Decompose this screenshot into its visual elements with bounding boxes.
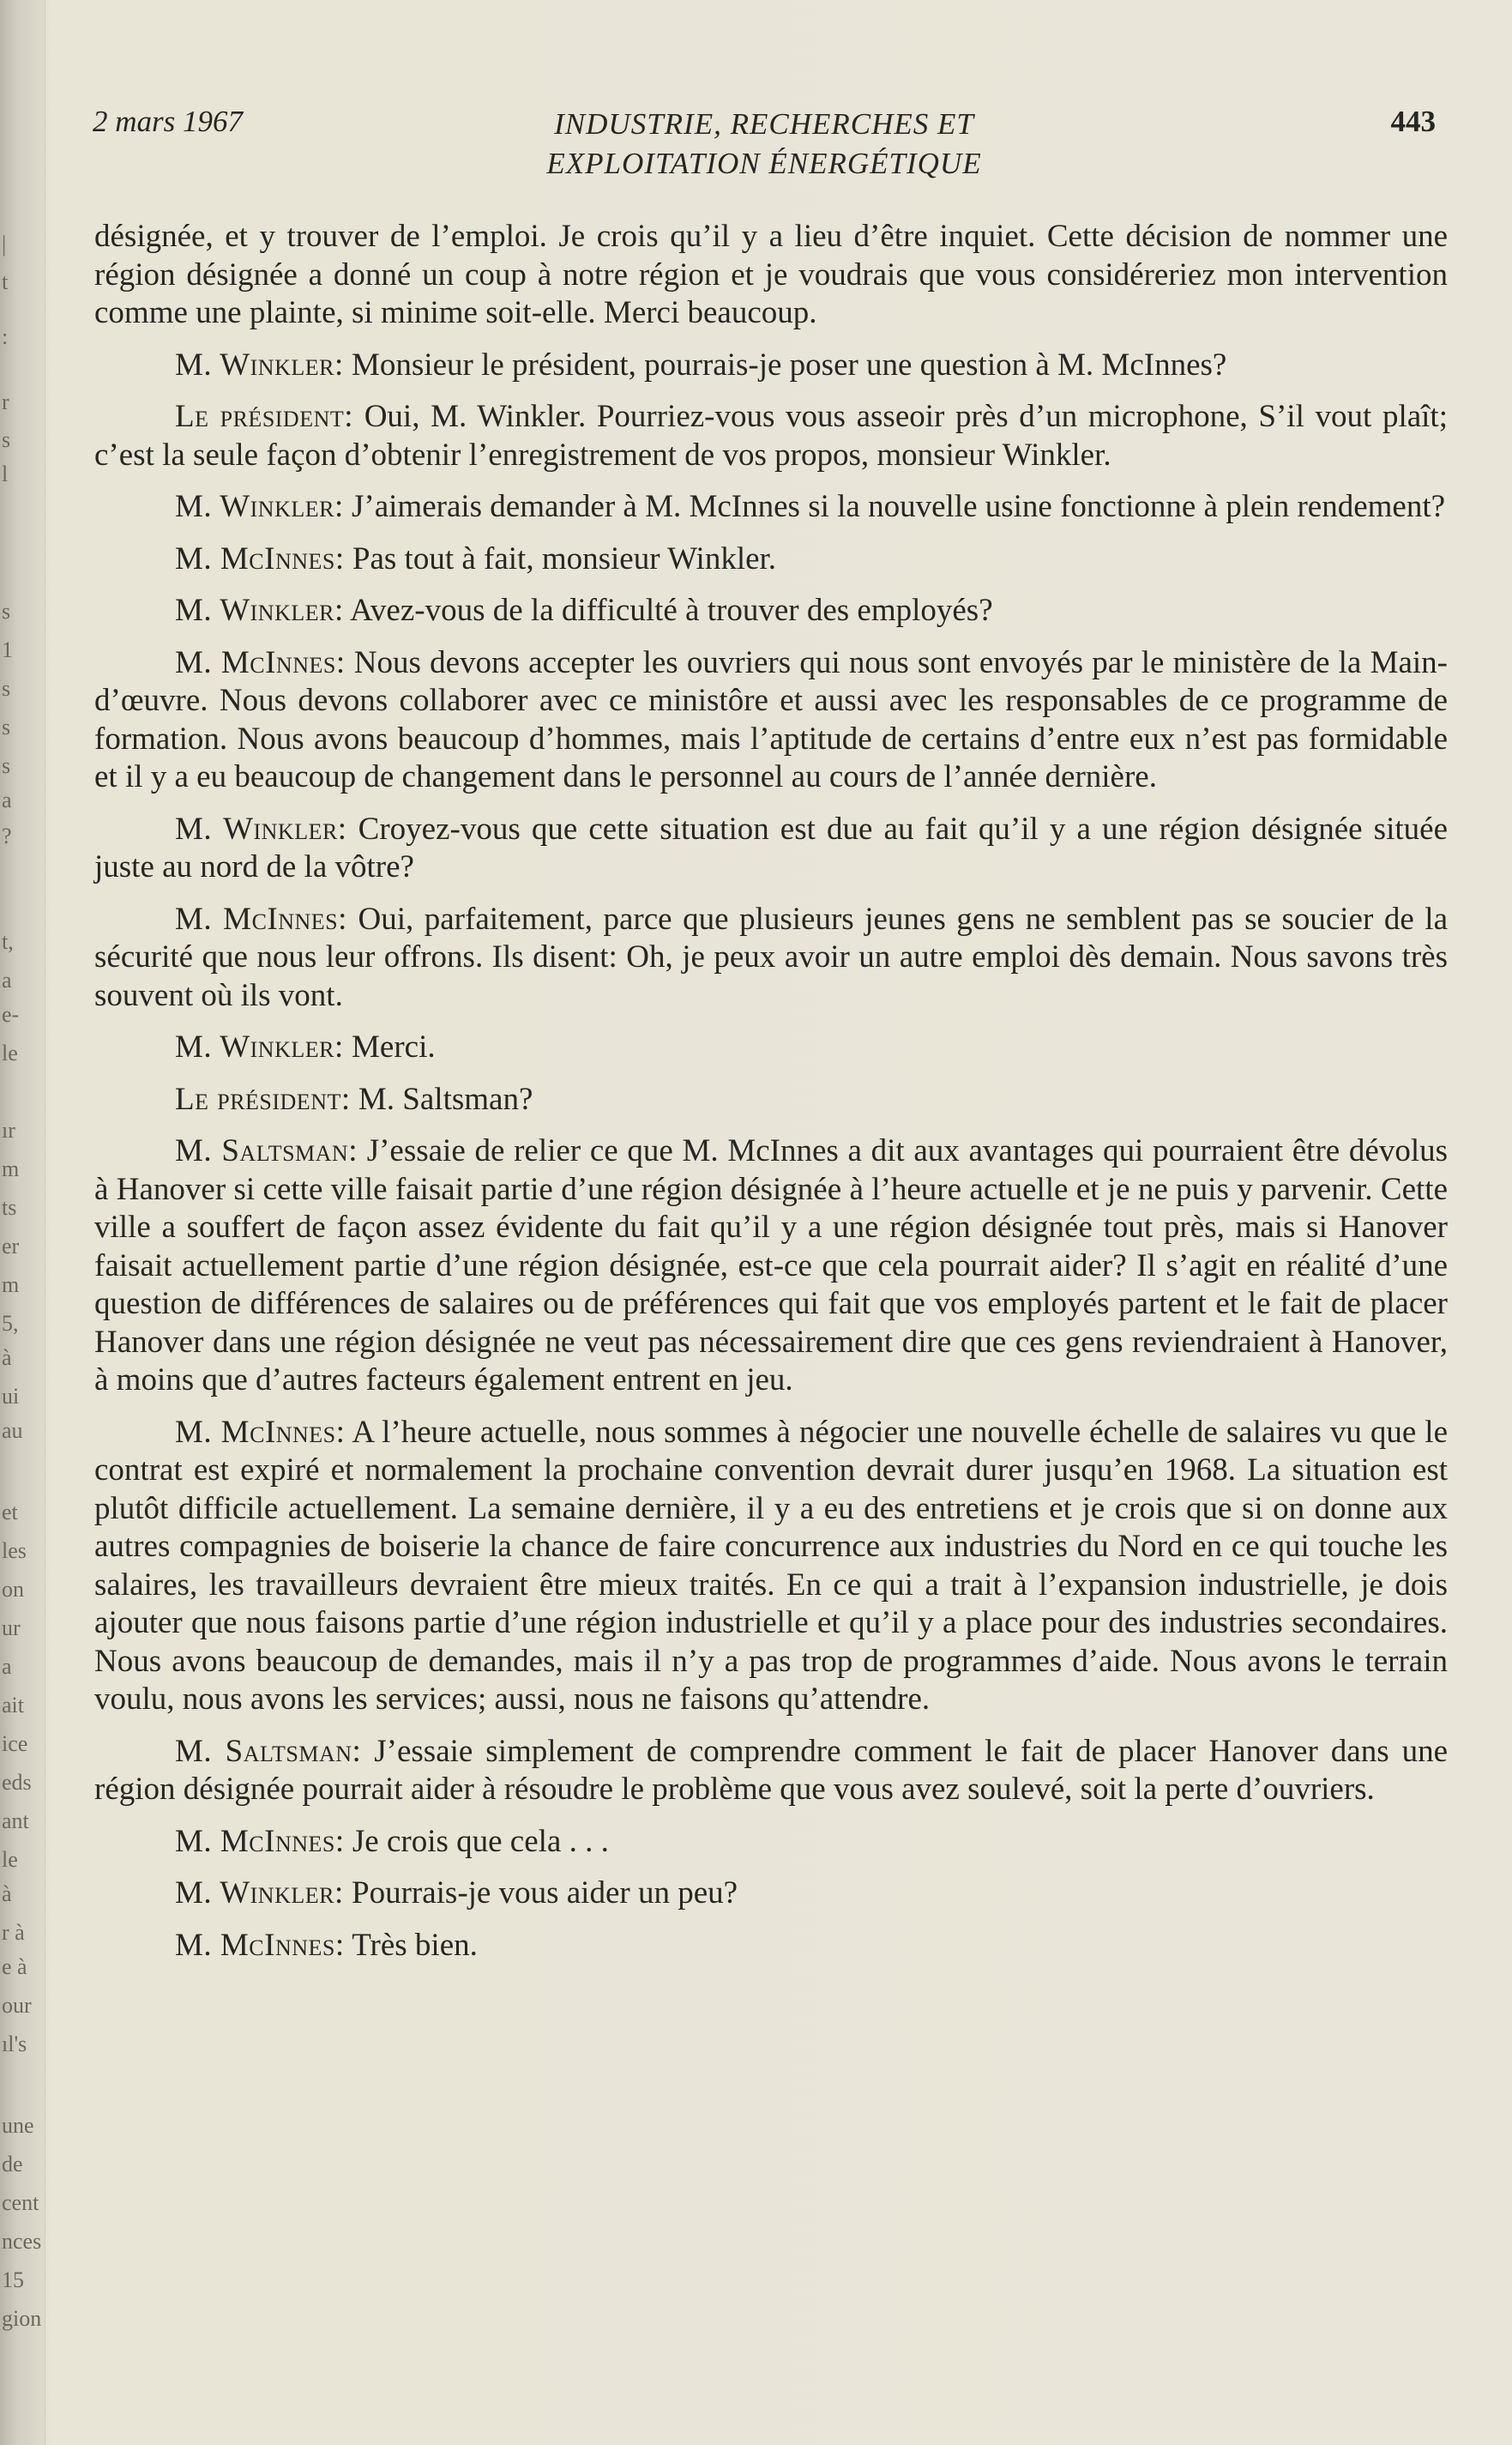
speech-text: Nous devons accepter les ouvriers qui nous sont envoyés par le ministère de la Main-d’œuvre. Nous devons collaborer avec ce ministôre et aussi avec les responsables de ce programme de formation. Nous avons beaucoup d’hommes, mais l’aptitude de certains d’entre eux n’est pas formidable et il y a eu beaucoup de changement dans le personnel au cours de l’année dernière. — [94, 644, 1448, 794]
transcript-paragraph — [94, 1874, 1448, 1913]
speech-text: Oui, parfaitement, parce que plusieurs jeunes gens ne semblent pas se soucier de la sécurité que nous leur offrons. Ils disent: Oh, je peux avoir un autre emploi dès demain. Nous savons très souvent où ils vont. — [94, 901, 1449, 1013]
speaker-label: Le président: — [175, 399, 354, 434]
speech-text: Oui, M. Winkler. Pourriez-vous vous asseoir près d’un microphone, S’il vout plaît; c’est la seule façon d’obtenir l’enregistrement de vos propos, monsieur Winkler. — [94, 399, 1448, 473]
transcript-paragraph — [94, 540, 1448, 579]
speech-text: Je crois que cela . . . — [344, 1823, 609, 1859]
speaker-label: M. McInnes: — [175, 1414, 346, 1450]
page-number: 443 — [1390, 105, 1436, 138]
speaker-label: M. McInnes: — [175, 644, 346, 680]
speaker-label: M. McInnes: — [175, 540, 345, 577]
speech-text: Pourrais-je vous aider un peu? — [343, 1875, 738, 1911]
transcript-paragraph — [94, 644, 1448, 797]
header-title — [93, 105, 1436, 184]
speaker-label: M. Winkler: — [175, 1029, 344, 1065]
speaker-label: M. Saltsman: — [175, 1733, 362, 1769]
transcript-paragraph — [94, 1029, 1448, 1067]
speech-text: Très bien. — [344, 1927, 478, 1963]
transcript-paragraph — [94, 811, 1448, 887]
speech-text: Croyez-vous que cette situation est due au fait qu’il y a une région désignée située juste au nord de la vôtre? — [94, 811, 1448, 884]
speaker-label: M. Winkler: — [175, 811, 347, 847]
transcript-paragraph — [94, 1081, 1448, 1120]
speaker-label: M. McInnes: — [175, 1927, 345, 1963]
speech-text: J’essaie simplement de comprendre comment le fait de placer Hanover dans une région désignée pourrait aider à résoudre le problème que vous avez soulevé, soit la perte d’ouvriers. — [94, 1733, 1448, 1807]
speaker-label: M. Saltsman: — [175, 1133, 358, 1168]
speech-text: A l’heure actuelle, nous sommes à négocier une nouvelle échelle de salaires vu que le contrat est expiré et normalement la prochaine convention devrait durer jusqu’en 1968. La situation est plutôt difficile actuellement. La semaine dernière, il y a eu des entretiens et je crois que si on donne aux autres compagnies de boiserie la chance de faire concurrence aux industries du Nord en ce qui touche les salaires, les travailleurs devraient être mieux traités. En ce qui a trait à l’expansion industrielle, je dois ajouter que nous faisons partie d’une région industrielle et qu’il y a place pour des industries secondaires. Nous avons beaucoup de demandes, mais il n’y a pas trop de programmes d’aide. Nous avons le terrain voulu, nous avons les services; aussi, nous ne faisons qu’attendre. — [94, 1414, 1448, 1717]
speaker-label: M. Winkler: — [175, 593, 344, 628]
header-date: 2 mars 1967 — [93, 105, 244, 138]
speech-text: Pas tout à fait, monsieur Winkler. — [344, 540, 777, 577]
speaker-label: M. McInnes: — [175, 901, 347, 937]
page-header — [93, 101, 1436, 187]
facing-page-edge: | t : r s l s 1 s s s a ? t, a e- le ır m ts er m 5, à ui au et les on ur a ait ice eds ant le à r à e à our ıl's une de cent nces 15 gion — [2, 232, 42, 2331]
transcript-paragraph — [94, 1733, 1448, 1809]
speaker-label: M. Winkler: — [175, 489, 344, 524]
speech-text: J’aimerais demander à M. McInnes si la nouvelle usine fonctionne à plein rendement? — [343, 489, 1446, 524]
transcript-paragraph — [94, 488, 1448, 527]
speech-text: M. Saltsman? — [350, 1081, 533, 1117]
transcript-paragraph — [94, 1823, 1448, 1862]
speech-text: Monsieur le président, pourrais-je poser une question à M. McInnes? — [343, 347, 1227, 383]
speaker-label: Le président: — [175, 1081, 351, 1117]
speech-text: Merci. — [343, 1029, 436, 1065]
transcript-paragraph — [94, 398, 1448, 474]
speaker-label: M. Winkler: — [175, 347, 344, 383]
speaker-label: M. McInnes: — [175, 1823, 345, 1859]
header-title-line-2: EXPLOITATION ÉNERGÉTIQUE — [546, 147, 982, 180]
speech-text: J’essaie de relier ce que M. McInnes a dit aux avantages qui pourraient être dévolus à Hanover si cette ville faisait partie d’une région désignée à l’heure actuelle et je ne puis y parvenir. Cette ville a souffert de façon assez évidente du fait qu’il y a une région désignée tout près, mais si Hanover faisait actuellement partie d’une région désignée, est-ce que cela pourrait aider? Il s’agit en réalité d’une question de différences de salaires ou de préférences qui fait que vos employés partent et le fait de placer Hanover dans une région désignée ne veut pas nécessairement dire que ces gens reviendraient à Hanover, à moins que d’autres facteurs également entrent en jeu. — [94, 1133, 1449, 1398]
transcript-paragraph — [94, 1132, 1448, 1400]
transcript-paragraph — [94, 901, 1448, 1016]
header-title-line-1: INDUSTRIE, RECHERCHES ET — [554, 107, 974, 141]
transcript-body — [94, 218, 1448, 1978]
transcript-paragraph — [94, 592, 1448, 631]
speech-text: désignée, et y trouver de l’emploi. Je crois qu’il y a lieu d’être inquiet. Cette décision de nommer une région désignée a donné un coup à notre région et je voudrais que vous considéreriez mon intervention comme une plainte, si minime soit-elle. Merci beaucoup. — [94, 219, 1448, 330]
transcript-paragraph — [94, 218, 1448, 333]
transcript-paragraph — [94, 1927, 1448, 1965]
transcript-paragraph — [94, 1414, 1448, 1719]
transcript-paragraph — [94, 347, 1448, 385]
speech-text: Avez-vous de la difficulté à trouver des employés? — [343, 593, 993, 628]
speaker-label: M. Winkler: — [175, 1875, 344, 1911]
